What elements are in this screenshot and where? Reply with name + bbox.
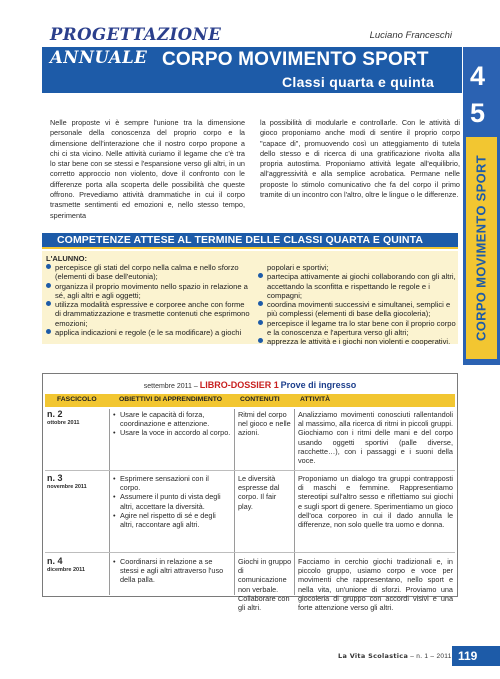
column-header-fascicolo: FASCICOLO <box>57 396 97 403</box>
table-row-contents: Giochi in gruppo di comunicazione non verbale. Collaborare con gli altri. <box>238 557 292 613</box>
bullet-icon <box>46 301 51 306</box>
column-divider <box>109 409 110 595</box>
competenze-list-left <box>46 263 252 337</box>
column-header-attivita: ATTIVITÀ <box>300 396 331 403</box>
page-number: 119 <box>452 646 500 666</box>
page-title: CORPO MOVIMENTO SPORT <box>162 49 429 70</box>
competenze-item: utilizza modalità espressive e corporee anche con forme di drammatizzazione e trasmette contenuti che esprimono emozioni; <box>46 300 252 328</box>
table-row-objectives: • Usare le capacità di forza, coordinazione e attenzione. • Usare la voce in accordo al corpo. <box>113 410 231 438</box>
footer-journal: La Vita Scolastica – n. 1 – 2011 <box>338 652 452 660</box>
grade-number-top: 4 <box>470 61 486 91</box>
column-divider <box>294 409 295 595</box>
table-row-fascicolo: n. 4 dicembre 2011 <box>47 556 85 574</box>
bullet-icon <box>46 264 51 269</box>
bullet-icon <box>258 301 263 306</box>
section-subtitle: ANNUALE <box>50 48 148 67</box>
competenze-list-right <box>258 263 456 347</box>
bullet-icon <box>258 338 263 343</box>
page-subtitle: Classi quarta e quinta <box>282 74 435 90</box>
table-row-objectives: • Coordinarsi in relazione a se stessi e agli altri attraverso l'uso della palla. <box>113 557 231 585</box>
row-divider <box>45 470 455 471</box>
table-row-activities: Analizziamo movimenti conosciuti rallentandoli al massimo, alla ricerca di ritmi in piccoli gruppi. Giochiamo con i ritmi delle mani e del corpo usando oggetti sportivi (palle diverse, racchette…), con i passaggi e i suoni della voce. <box>298 410 453 466</box>
table-row-contents: Le diversità espresse dal corpo. Il fair play. <box>238 474 280 511</box>
competenze-continuation: popolari e sportivi; <box>267 263 329 272</box>
bullet-icon <box>258 320 263 325</box>
table-row-activities: Proponiamo un dialogo tra gruppi contrapposti di maschi e femmine. Rappresentiamo stereotipi sull'altro sesso e riflettiamo sui giochi e sugli sport di genere. Sperimentiamo un gioco dell'oca corporeo in cui il dado annulla le differenze, non solo quelle tra uomo e donna. <box>298 474 453 530</box>
competenze-label: L'ALUNNO: <box>46 254 87 263</box>
bullet-icon <box>46 283 51 288</box>
column-divider <box>234 409 235 595</box>
table-row-activities: Facciamo in cerchio giochi tradizionali e, in piccolo gruppo, usiamo corpo e voce per movimenti che rappresentano, nello sport e nella vita, un'unione di sforzi. Proviamo una giocoleria di gruppo con accordi visivi e una forte attenzione verso gli altri. <box>298 557 453 613</box>
competenze-item: coordina movimenti successivi e simultanei, semplici e più complessi (elementi di base della giocoleria); <box>258 300 456 319</box>
author-name: Luciano Franceschi <box>369 30 452 41</box>
section-title: PROGETTAZIONE <box>50 25 222 44</box>
competenze-item: partecipa attivamente ai giochi collaborando con gli altri, accettando la sconfitta e rispettando le regole e i compagni; <box>258 272 456 300</box>
competenze-item: percepisce gli stati del corpo nella calma e nello sforzo (elementi di base dell'eutonia); <box>46 263 252 282</box>
competenze-item: percepisce il legame tra lo star bene con il proprio corpo e la conoscenza e l'apertura verso gli altri; <box>258 319 456 338</box>
competenze-title: COMPETENZE ATTESE AL TERMINE DELLE CLASSI QUARTA E QUINTA <box>57 234 424 246</box>
bullet-icon <box>258 273 263 278</box>
competenze-item: organizza il proprio movimento nello spazio in relazione a sé, agli altri e agli oggetti; <box>46 282 252 301</box>
competenze-item: apprezza le attività e i giochi non violenti e cooperativi. <box>258 337 456 346</box>
grade-number-bottom: 5 <box>470 98 486 128</box>
side-vertical-label: CORPO MOVIMENTO SPORT <box>473 155 489 341</box>
table-heading: settembre 2011 – LIBRO-DOSSIER 1 Prove di ingresso <box>143 380 357 390</box>
bullet-icon <box>46 329 51 334</box>
row-divider <box>45 552 455 553</box>
table-row-contents: Ritmi del corpo nel gioco e nelle azioni. <box>238 410 291 438</box>
table-row-objectives: • Esprimere sensazioni con il corpo. • Assumere il punto di vista degli altri, accettare la diversità. • Agire nel rispetto di sé e degli altri, raccontare agli altri. <box>113 474 231 529</box>
column-header-obiettivi: OBIETTIVI DI APPRENDIMENTO <box>119 396 223 403</box>
table-row-fascicolo: n. 2 ottobre 2011 <box>47 409 80 427</box>
table-row-fascicolo: n. 3 novembre 2011 <box>47 473 87 491</box>
intro-paragraph-right: la possibilità di modularle e controllarle. Con le attività di gioco proponiamo anche modi di sentire il proprio corpo "capace di", promuovendo così un atteggiamento di tutela dello stesso e di ricerca di una gratificazione rivolta alla propria autostima. Proponiamo attività legate all'equilibrio, all'aggressività e alla semplice acrobatica. Permane nelle proposte lo stimolo comunicativo che fa del corpo il primo tramite di un incontro con l'altro, oltre le lingue o le differenze. <box>260 118 460 200</box>
competenze-item: applica indicazioni e regole (e le sa modificare) a giochi <box>46 328 252 337</box>
intro-paragraph-left: Nelle proposte vi è sempre l'unione tra la dimensione personale della conoscenza del proprio corpo e la dimensione dell'interazione che il nostro corpo propone a chi ci sta vicino. Nelle attività curiamo il legame che c'è tra lo star bene con se stessi e l'espansione verso gli altri, in un corretto approccio non violento, dove il confronto con le differenze porta alla scoperta delle possibilità che queste offrono. Prevediamo attività drammatiche in cui il corpo trasmette sentimenti ed emozioni e, nello stesso tempo, sperimenta <box>50 118 245 220</box>
column-header-contenuti: CONTENUTI <box>240 396 280 403</box>
dossier-table <box>42 373 458 613</box>
